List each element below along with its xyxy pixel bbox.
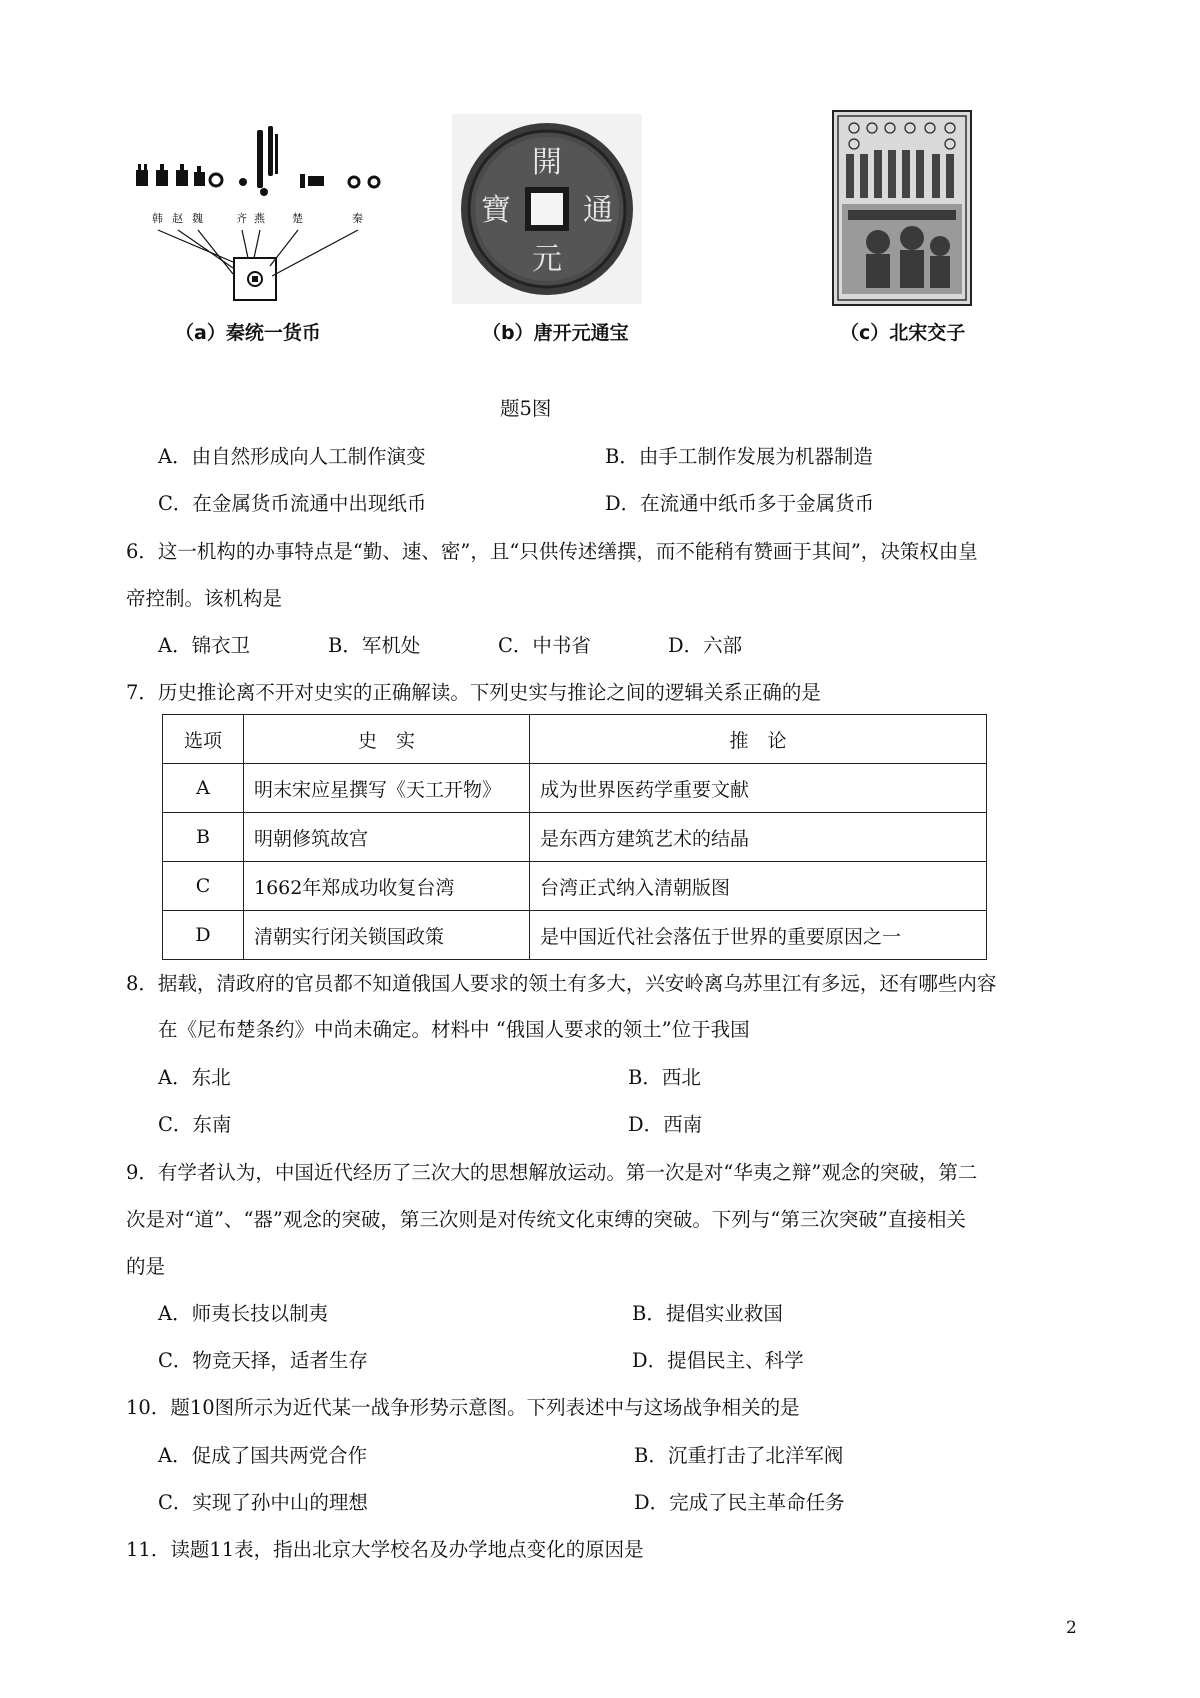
q5-option-a: A．由自然形成向人工制作演变 <box>158 445 426 468</box>
table-cell: D <box>163 911 244 960</box>
figure-b-kaiyuan-coin <box>452 114 642 304</box>
q8-option-a: A．东北 <box>158 1066 231 1089</box>
q10-option-a: A．促成了国共两党合作 <box>158 1444 368 1467</box>
figure5-title: 题5图 <box>500 397 552 420</box>
q9-stem-line2: 次是对“道”、“器”观念的突破，第三次则是对传统文化束缚的突破。下列与“第三次突破”直接相关 <box>126 1208 966 1231</box>
table-cell: A <box>163 764 244 813</box>
page-number: 2 <box>1066 1618 1077 1638</box>
caption-b: （b）唐开元通宝 <box>482 322 629 344</box>
table-row <box>163 862 987 911</box>
table-cell: 清朝实行闭关锁国政策 <box>244 911 530 960</box>
q9-stem-line1: 9．有学者认为，中国近代经历了三次大的思想解放运动。第一次是对“华夷之辩”观念的突破，第二 <box>126 1161 978 1184</box>
table-cell: C <box>163 862 244 911</box>
q8-stem-line1: 8．据载，清政府的官员都不知道俄国人要求的领土有多大，兴安岭离乌苏里江有多远，还有哪些内容 <box>126 972 997 995</box>
q8-option-b: B．西北 <box>628 1066 701 1089</box>
table-row <box>163 764 987 813</box>
q9-option-a: A．师夷长技以制夷 <box>158 1302 329 1325</box>
q9-option-d: D．提倡民主、科学 <box>632 1349 804 1372</box>
q7-table <box>162 714 987 960</box>
table-cell: B <box>163 813 244 862</box>
q5-option-b: B．由手工制作发展为机器制造 <box>605 445 873 468</box>
coin-char-bao: 寶 <box>481 193 511 228</box>
q9-option-b: B．提倡实业救国 <box>632 1302 783 1325</box>
q6-stem-line2: 帝控制。该机构是 <box>126 587 283 610</box>
q11-stem: 11．读题11表，指出北京大学校名及办学地点变化的原因是 <box>126 1538 644 1561</box>
qin-label-qi: 齐 <box>236 212 247 225</box>
q6-option-c: C．中书省 <box>498 634 591 657</box>
q6-option-b: B．军机处 <box>328 634 421 657</box>
table-row <box>163 813 987 862</box>
q9-option-c: C．物竞天择，适者生存 <box>158 1349 368 1372</box>
q7-stem: 7．历史推论离不开对史实的正确解读。下列史实与推论之间的逻辑关系正确的是 <box>126 681 821 704</box>
q6-stem-line1: 6．这一机构的办事特点是“勤、速、密”，且“只供传述缮撰，而不能稍有赞画于其间”，决策权由皇 <box>126 540 978 563</box>
caption-c: （c）北宋交子 <box>840 322 966 344</box>
table-cell: 台湾正式纳入清朝版图 <box>530 862 987 911</box>
q10-option-c: C．实现了孙中山的理想 <box>158 1491 368 1514</box>
q10-stem: 10．题10图所示为近代某一战争形势示意图。下列表述中与这场战争相关的是 <box>126 1396 800 1419</box>
table-cell: 1662年郑成功收复台湾 <box>244 862 530 911</box>
table-header-row <box>163 715 987 764</box>
coin-char-tong: 通 <box>583 193 613 228</box>
q5-option-d: D．在流通中纸币多于金属货币 <box>605 492 875 515</box>
table-cell: 明末宋应星撰写《天工开物》 <box>244 764 530 813</box>
q10-option-d: D．完成了民主革命任务 <box>634 1491 845 1514</box>
header-inference: 推 论 <box>530 715 987 764</box>
qin-label-han: 韩 <box>152 212 163 225</box>
header-option: 选项 <box>163 715 244 764</box>
qin-label-qin: 秦 <box>352 212 363 225</box>
coin-char-yuan: 元 <box>532 242 562 277</box>
q8-stem-line2: 在《尼布楚条约》中尚未确定。材料中 “俄国人要求的领土”位于我国 <box>158 1018 750 1041</box>
q10-option-b: B．沉重打击了北洋军阀 <box>634 1444 844 1467</box>
qin-label-yan: 燕 <box>254 212 265 225</box>
header-fact: 史 实 <box>244 715 530 764</box>
q5-option-c: C．在金属货币流通中出现纸币 <box>158 492 427 515</box>
q8-option-d: D．西南 <box>628 1113 703 1136</box>
q9-stem-line3: 的是 <box>126 1255 166 1278</box>
figure-a-qin-currency <box>130 120 420 320</box>
q8-option-c: C．东南 <box>158 1113 232 1136</box>
figure-c-jiaozi-note <box>832 110 972 306</box>
table-cell: 明朝修筑故宫 <box>244 813 530 862</box>
q6-option-d: D．六部 <box>668 634 743 657</box>
q6-option-a: A．锦衣卫 <box>158 634 251 657</box>
caption-a: （a）秦统一货币 <box>175 322 321 344</box>
table-cell: 是东西方建筑艺术的结晶 <box>530 813 987 862</box>
table-cell: 成为世界医药学重要文献 <box>530 764 987 813</box>
qin-label-wei: 魏 <box>192 212 203 225</box>
table-cell: 是中国近代社会落伍于世界的重要原因之一 <box>530 911 987 960</box>
qin-label-chu: 楚 <box>292 212 303 225</box>
table-row <box>163 911 987 960</box>
coin-char-kai: 開 <box>532 145 562 180</box>
qin-label-zhao: 赵 <box>172 212 183 225</box>
